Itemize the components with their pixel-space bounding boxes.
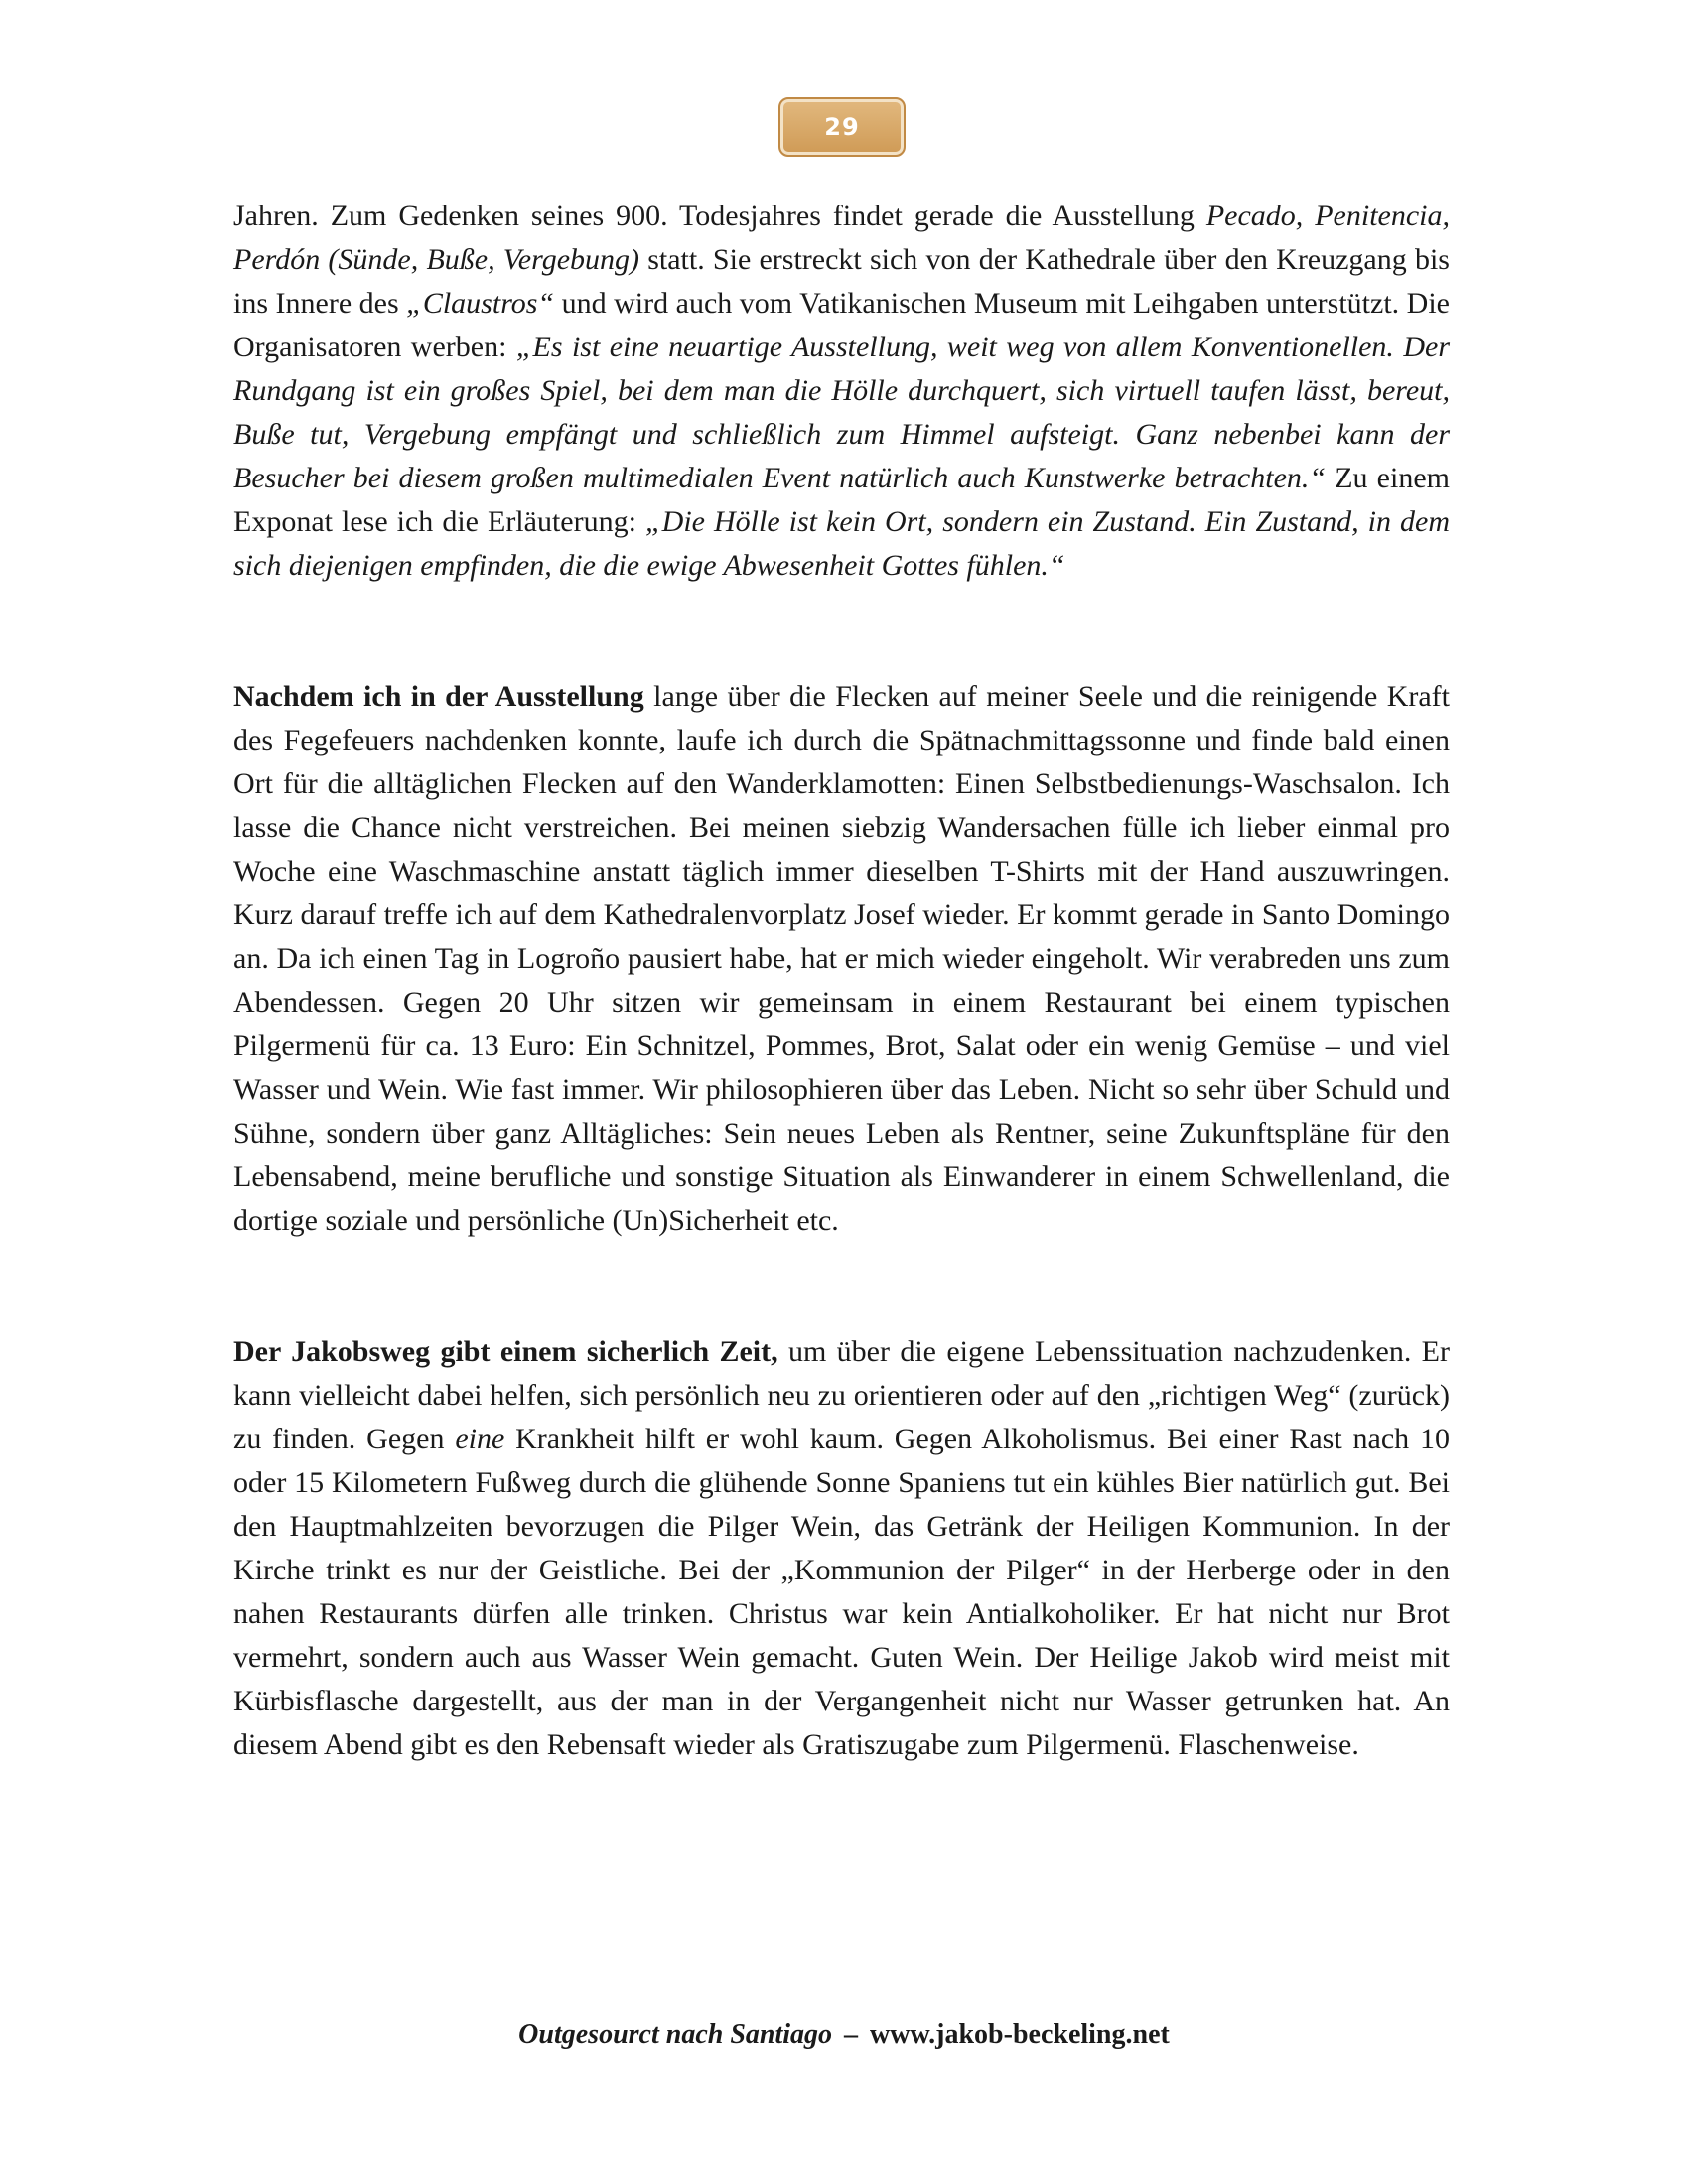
page-footer	[0, 2015, 1688, 2055]
text-run: um über die eigene Lebenssituation nachzudenken. Er kann vielleicht dabei helfen, sich persönlich neu zu orientieren oder auf den „richtigen Weg“ (zurück) zu finden. Gegen	[233, 1335, 1450, 1455]
text-run: lange über die Flecken auf meiner Seele und die reinigende Kraft des Fegefeuers nachdenken konnte, laufe ich durch die Spätnachmittagssonne und finde bald einen Ort für die alltäglichen Flecken auf den Wanderklamotten: Einen Selbstbedienungs-Waschsalon. Ich lasse die Chance nicht verstreichen. Bei meinen siebzig Wandersachen fülle ich lieber einmal pro Woche eine Waschmaschine anstatt täglich immer dieselben T-Shirts mit der Hand auszuwringen. Kurz darauf treffe ich auf dem Kathedralenvorplatz Josef wieder. Er kommt gerade in Santo Domingo an. Da ich einen Tag in Logroño pausiert habe, hat er mich wieder eingeholt. Wir verabreden uns zum Abendessen. Gegen 20 Uhr sitzen wir gemeinsam in einem Restaurant bei einem typischen Pilgermenü für ca. 13 Euro: Ein Schnitzel, Pommes, Brot, Salat oder ein wenig Gemüse – und viel Wasser und Wein. Wie fast immer. Wir philosophieren über das Leben. Nicht so sehr über Schuld und Sühne, sondern über ganz Alltägliches: Sein neues Leben als Rentner, seine Zukunftspläne für den Lebensabend, meine berufliche und sonstige Situation als Einwanderer in einem Schwellenland, die dortige soziale und persönliche (Un)Sicherheit etc.	[233, 680, 1450, 1237]
paragraph-2	[233, 675, 1450, 1243]
text-run: „Es ist eine neuartige Ausstellung, weit weg von allem Konventionellen. Der Rundgang ist ein großes Spiel, bei dem man die Hölle durchquert, sich virtuell taufen lässt, bereut, Buße tut, Vergebung empfängt und schließlich zum Himmel aufsteigt. Ganz nebenbei kann der Besucher bei diesem großen multimedialen Event natürlich auch Kunstwerke betrachten.“	[233, 331, 1451, 494]
footer-book-title: Outgesourct nach Santiago	[518, 2019, 833, 2050]
text-run: Zu einem Exponat lese ich die Erläuterung:	[233, 462, 1450, 538]
paragraph-3	[233, 1330, 1450, 1767]
text-run: eine	[455, 1423, 505, 1455]
text-run: Der Jakobsweg gibt einem sicherlich Zeit,	[233, 1335, 778, 1368]
text-run: statt. Sie erstreckt sich von der Kathedrale über den Kreuzgang bis ins Innere des	[233, 243, 1450, 320]
text-run: „Claustros“	[406, 287, 555, 320]
text-run: und wird auch vom Vatikanischen Museum mit Leihgaben unterstützt. Die Organisatoren werben:	[233, 287, 1450, 363]
footer-separator: –	[844, 2019, 859, 2050]
text-run: Jahren. Zum Gedenken seines 900. Todesjahres findet gerade die Ausstellung	[233, 200, 1206, 232]
paragraph-1	[233, 195, 1450, 588]
text-run: Krankheit hilft er wohl kaum. Gegen Alkoholismus. Bei einer Rast nach 10 oder 15 Kilometern Fußweg durch die glühende Sonne Spaniens tut ein kühles Bier natürlich gut. Bei den Hauptmahlzeiten bevorzugen die Pilger Wein, das Getränk der Heiligen Kommunion. In der Kirche trinkt es nur der Geistliche. Bei der „Kommunion der Pilger“ in der Herberge oder in den nahen Restaurants dürfen alle trinken. Christus war kein Antialkoholiker. Er hat nicht nur Brot vermehrt, sondern auch aus Wasser Wein gemacht. Guten Wein. Der Heilige Jakob wird meist mit Kürbisflasche dargestellt, aus der man in der Vergangenheit nicht nur Wasser getrunken hat. An diesem Abend gibt es den Rebensaft wieder als Gratiszugabe zum Pilgermenü. Flaschenweise.	[233, 1423, 1450, 1761]
body-text	[233, 195, 1450, 1767]
text-run: „Die Hölle ist kein Ort, sondern ein Zustand. Ein Zustand, in dem sich diejenigen empfinden, die die ewige Abwesenheit Gottes fühlen.“	[233, 505, 1450, 582]
text-run: Pecado, Penitencia, Perdón (Sünde, Buße, Vergebung)	[233, 200, 1450, 276]
text-run: Nachdem ich in der Ausstellung	[233, 680, 644, 713]
page-number-badge: 29	[778, 97, 906, 157]
footer-website[interactable]: www.jakob-beckeling.net	[870, 2019, 1170, 2050]
